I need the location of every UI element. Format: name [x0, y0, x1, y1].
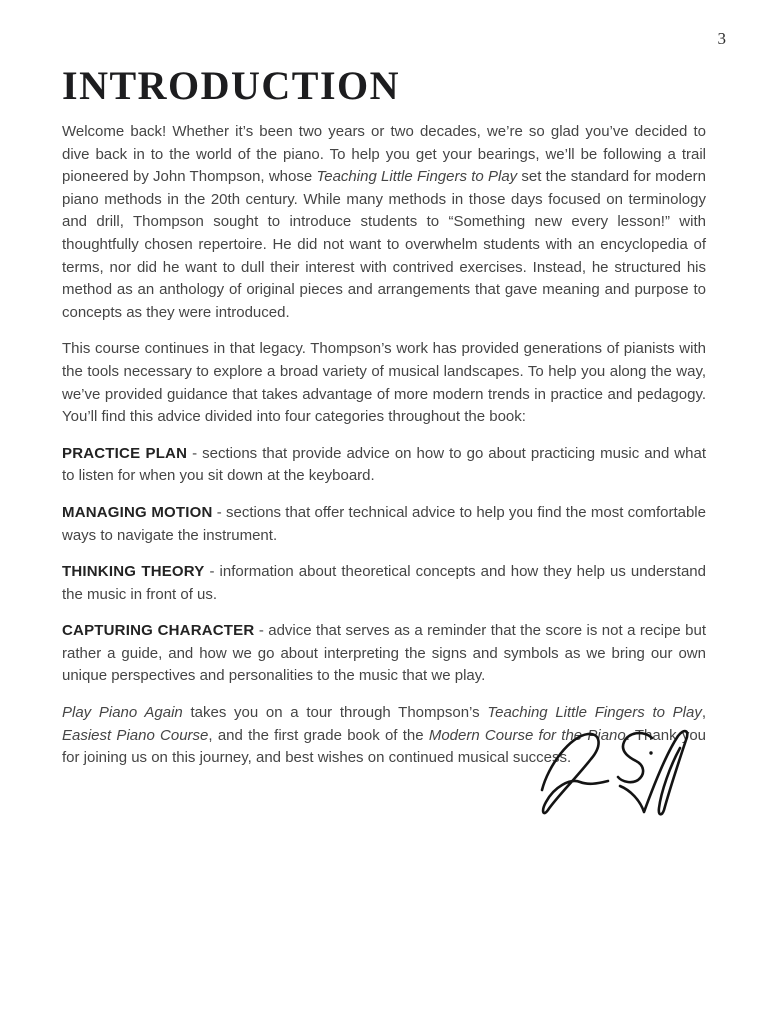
paragraph-capturing-character: CAPTURING CHARACTER - advice that serves as a reminder that the score is not a recipe but rather a guide, and how we go about interpreting the signs and symbols as we bring our own unique perspectives and personalities to the music that we play.: [62, 622, 706, 685]
paragraph-managing-motion: MANAGING MOTION - sections that offer technical advice to help you find the most comfortable ways to navigate the instrument.: [62, 503, 706, 544]
body-text: [62, 121, 706, 784]
paragraph-closing: Play Piano Again takes you on a tour through Thompson’s Teaching Little Fingers to Play, Easiest Piano Course, and the first grade book of the Modern Course for the Piano. Thank you for joining us on this journey, and best wishes on continued musical success.: [62, 704, 707, 767]
page-title: INTRODUCTION: [62, 63, 401, 108]
paragraph-welcome: Welcome back! Whether it’s been two years or two decades, we’re so glad you’ve decided to dive back in to the world of the piano. To help you get your bearings, we’ll be following a trail pioneered by John Thompson, whose Teaching Little Fingers to Play set the standard for modern piano methods in the 20th century. While many methods in those days focused on terminology and drill, Thompson sought to introduce students to “Something new every lesson!” with thoughtfully chosen repertoire. He did not want to overwhelm students with an encyclopedia of terms, nor did he want to dull their interest with contrived exercises. Instead, he structured his method as an anthology of original pieces and arrangements that gave meaning and purpose to concepts as they were introduced.: [62, 123, 707, 321]
paragraph-thinking-theory: THINKING THEORY - information about theoretical concepts and how they help us understand the music in front of us.: [62, 563, 706, 603]
page-number: 3: [717, 29, 726, 48]
paragraph-practice-plan: PRACTICE PLAN - sections that provide advice on how to go about practicing music and what to listen for when you sit down at the keyboard.: [62, 444, 706, 485]
handwritten-signature-icon: [528, 726, 708, 821]
paragraph-legacy: This course continues in that legacy. Thompson’s work has provided generations of pianists with the tools necessary to explore a broad variety of musical landscapes. To help you along the way, we’ve provided guidance that takes advantage of more modern trends in practice and pedagogy. You’ll find this advice divided into four categories throughout the book:: [62, 340, 706, 426]
